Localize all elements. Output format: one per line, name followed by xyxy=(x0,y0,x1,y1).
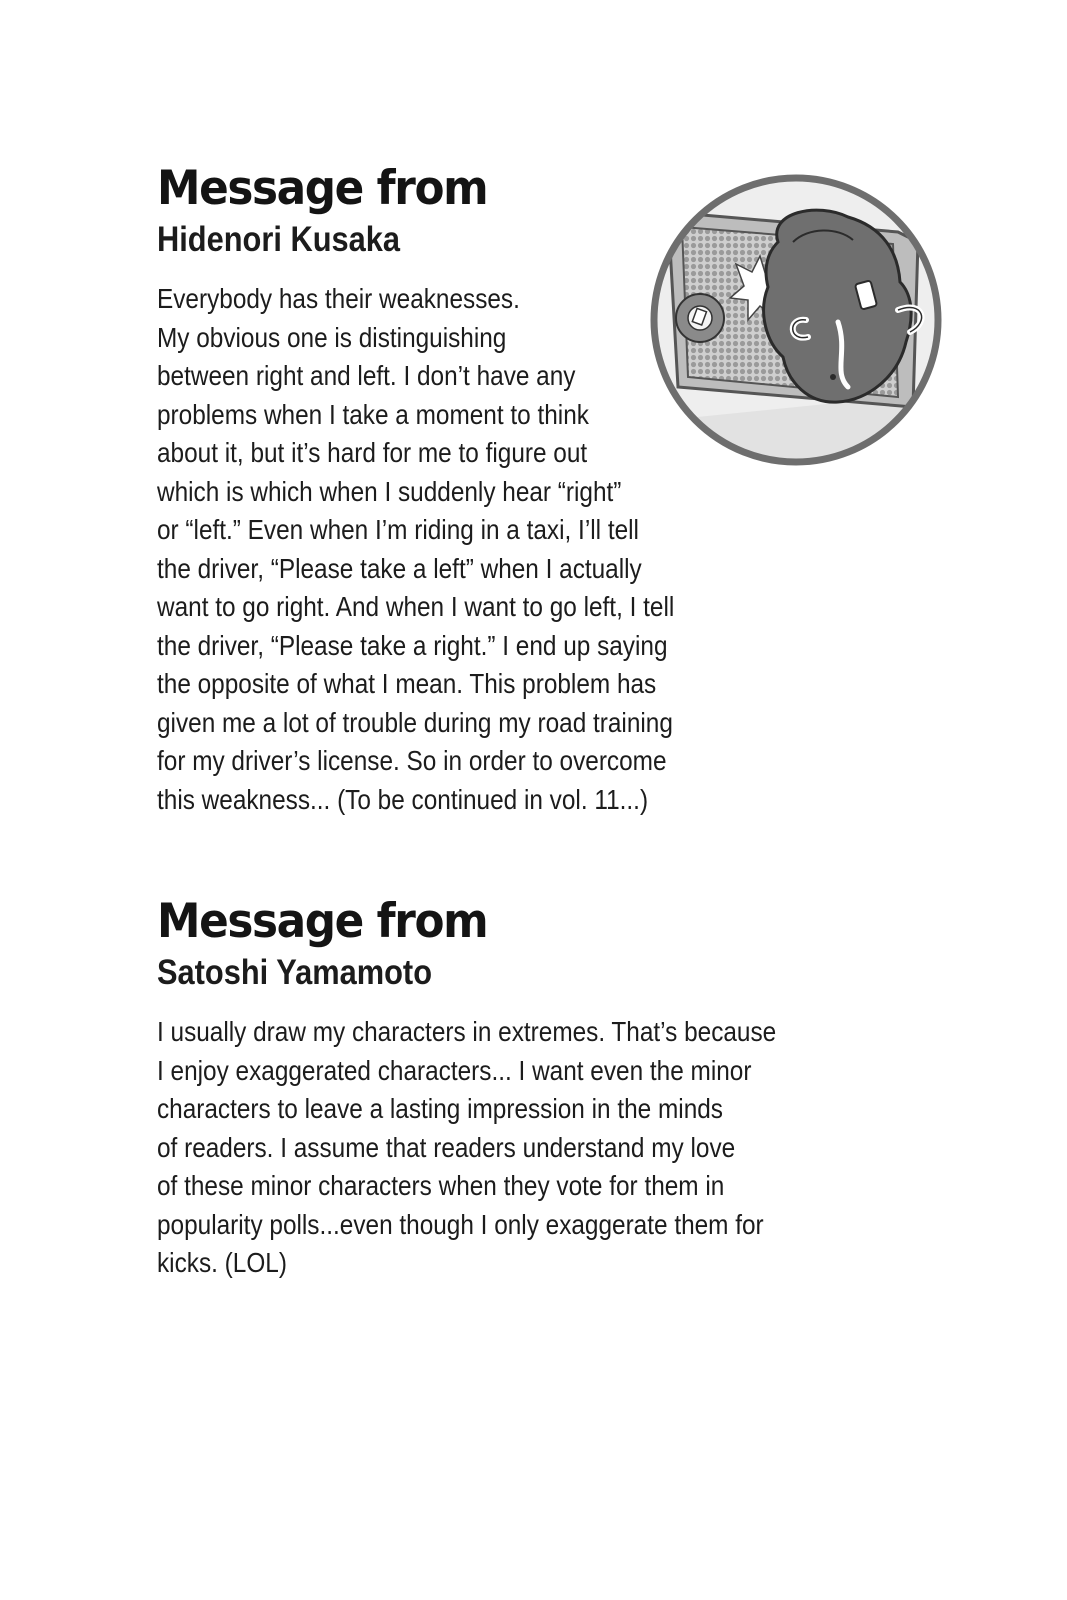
body-line: Everybody has their weaknesses. xyxy=(157,283,520,314)
body-line: want to go right. And when I want to go left, I tell xyxy=(157,591,675,622)
body-line: for my driver’s license. So in order to overcome xyxy=(157,745,667,776)
body-line: the driver, “Please take a left” when I actually xyxy=(157,552,642,584)
body-line: given me a lot of trouble during my road training xyxy=(157,706,673,738)
body-line: I usually draw my characters in extremes. That’s because xyxy=(157,1016,777,1047)
body-line: the driver, “Please take a right.” I end up saying xyxy=(157,629,668,661)
message-section-yamamoto xyxy=(157,893,857,1283)
author-name: Hidenori Kusaka xyxy=(157,220,401,259)
body-line: popularity polls...even though I only exaggerate them for xyxy=(157,1208,764,1240)
body-line: this weakness... (To be continued in vol. 11...) xyxy=(157,783,649,815)
section-heading: Message from xyxy=(157,894,488,949)
author-name: Satoshi Yamamoto xyxy=(157,953,433,992)
body-line: of these minor characters when they vote for them in xyxy=(157,1170,725,1201)
body-line: My obvious one is distinguishing xyxy=(157,321,507,353)
body-line: which is which when I suddenly hear “right” xyxy=(157,475,622,507)
message-body xyxy=(157,1013,857,1283)
body-line: of readers. I assume that readers understand my love xyxy=(157,1131,736,1163)
creature-illustration-icon xyxy=(648,172,944,468)
body-line: about it, but it’s hard for me to figure out xyxy=(157,437,588,468)
body-line: kicks. (LOL) xyxy=(157,1247,287,1278)
body-line: between right and left. I don’t have any xyxy=(157,360,576,391)
body-line: the opposite of what I mean. This problem has xyxy=(157,668,657,699)
body-line: I enjoy exaggerated characters... I want even the minor xyxy=(157,1054,752,1086)
body-line: characters to leave a lasting impression in the minds xyxy=(157,1093,723,1124)
section-heading: Message from xyxy=(157,161,488,216)
body-line: problems when I take a moment to think xyxy=(157,398,589,430)
body-line: or “left.” Even when I’m riding in a taxi, I’ll tell xyxy=(157,514,639,545)
